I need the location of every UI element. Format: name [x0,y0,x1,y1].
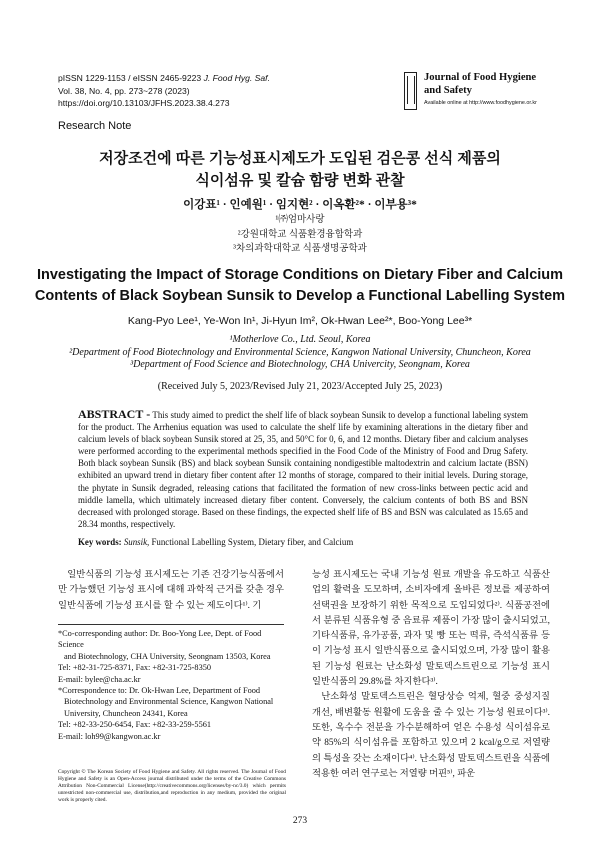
copyright-notice: Copyright © The Korean Society of Food Hygiene and Safety. All rights reserved. The Journal of Food Hygiene and Safety is an Open-Access journal distributed under the terms of the Creative Commons Attribution Non-Commercial License(http://creativecommons.org/licenses/by-nc/3.0) which permits unrestricted non-commercial use, distribution,and reproduction in any medium, provided the original work is properly cited. [58,769,286,804]
volume-line: Vol. 38, No. 4, pp. 273~278 (2023) [58,85,190,96]
corresponding-author-1 [58,628,288,685]
corr2-line: Tel: +82-33-250-6454, Fax: +82-33-259-5561 [58,720,212,730]
doi-link[interactable]: https://doi.org/10.13103/JFHS.2023.38.4.273 [58,98,230,108]
english-affiliation-3: ³Department of Food Science and Biotechnology, CHA Univercity, Seongnam, Korea [130,359,470,370]
abstract-heading: ABSTRACT - [78,407,151,421]
english-title-line2: Contents of Black Soybean Sunsik to Develop a Functional Labelling System [34,288,566,304]
body-right-paragraph-2: 난소화성 말토덱스트린은 혈당상승 억제, 혈중 중성지질 개선, 배변활동 원활에 도움을 줄 수 있는 기능성 원료이다³⁾. 또한, 옥수수 전분을 가수분해하여 얻은 수용성 식이섬유로 약 85%의 식이섬유를 포함하고 있으며 2 kcal/g으로 저열량의 특성을 갖는 소재이다⁴⁾. 난소화성 말토덱스트린을 식품에 적용한 여러 연구로는 저열량 머핀⁵⁾, 파운 [312,692,550,779]
keywords-heading: Key words: [78,537,122,547]
body-right-paragraph-1: 능성 표시제도는 국내 기능성 원료 개발을 유도하고 식품산업의 활력을 도모하며, 소비자에게 올바른 정보를 제공하여 선택권을 보장하기 위한 목적으로 도입되었다²⁾. 식품공전에서 분류된 식품유형 중 음료류 제품이 가장 많이 출시되었고, 기타식품류, 유가공품, 과자 및 빵 또는 떡류, 즉석식품류 등이 기능성 표시 일반식품으로 출시되었으며, 가장 많이 활용된 기능성 원료는 난소화성 말토덱스트린으로 기능성 표시 일반식품의 29.8%를 차지한다³⁾. [312,570,550,688]
page-number: 273 [292,816,308,826]
english-title [30,265,570,307]
received-dates: (Received July 5, 2023/Revised July 21, 2023/Accepted July 25, 2023) [157,381,443,392]
corr1-line: *Co-corresponding author: Dr. Boo-Yong Lee, Dept. of Food Science [58,629,262,650]
english-title-line1: Investigating the Impact of Storage Conditions on Dietary Fiber and Calcium [36,267,564,283]
logo-url[interactable]: Available online at http://www.foodhygiene.or.kr [424,100,537,106]
abstract [78,408,528,530]
body-left-paragraph: 일반식품의 기능성 표시제도는 기존 건강기능식품에서만 가능했던 기능성 표시에 대해 과학적 근거를 갖춘 경우 일반식품에 기능성 표시를 할 수 있는 제도이다¹⁾. 기 [58,570,284,611]
keywords-rest: , Functional Labelling System, Dietary fiber, and Calcium [147,537,354,547]
article-type: Research Note [58,120,132,132]
journal-logo [404,70,554,114]
issn: pISSN 1229-1153 / eISSN 2465-9223 [58,73,202,83]
korean-authors: 이강표¹ · 인예원¹ · 임지현² · 이옥환²* · 이부용³* [183,199,417,211]
korean-affiliation-3: ³차의과학대학교 식품생명공학과 [233,244,367,254]
footnote-divider [58,624,284,625]
corresponding-author-2 [58,685,288,742]
english-affiliation-2: ²Department of Food Biotechnology and Environmental Science, Kangwon National University, Chuncheon, Korea [69,346,531,358]
corr2-email[interactable]: E-mail: loh99@kangwon.ac.kr [58,731,161,741]
corr1-line: and Biotechnology, CHA University, Seongnam 13503, Korea [64,651,271,661]
korean-affiliation-1: ¹㈜엄마사랑 [275,215,325,225]
english-authors: Kang-Pyo Lee¹, Ye-Won In¹, Ji-Hyun Im², Ok-Hwan Lee²*, Boo-Yong Lee³* [127,315,473,327]
journal-header [58,72,270,110]
keyword-first: Sunsik [123,537,148,547]
corr2-line: Biotechnology and Environmental Science, Kangwon National [64,697,274,707]
abstract-text: This study aimed to predict the shelf life of black soybean Sunsik to develop a functional labeling system for the product. The Arrhenius equation was used to calculate the shelf life by examining alterations in the dietary fiber and calcium levels of black soybean Sunsik stored at 25, 35, and 50°C for 0, 6, and 12 months. Dietary fiber and calcium analyses were performed according to the experimental methods specified in the Food Code of the Ministry of Food and Drug Safety. Both black soybean Sunsik (BS) and black soybean Sunsik containing nondigestible maltodextrin and calcium lactate (BSN) exhibited an upward trend in dietary fiber content after 12 months of storage, compared to their initial levels. During storage, the phytate in Sunsik degraded, releasing cations that facilitated the formation of new cross-links between pectic acid and middle lamella, which ultimately increased dietary fiber content. Conversely, the calcium contents of both BS and BSN decreased with prolonged storage. Based on these findings, the expected shelf life of BS and BSN was calculated as 15.65 and 28.34 months, respectively. [78,410,528,529]
english-affiliations [30,334,570,372]
english-affiliation-1: ¹Motherlove Co., Ltd. Seoul, Korea [229,334,371,345]
korean-title-line1: 저장조건에 따른 기능성표시제도가 도입된 검은콩 선식 제품의 [99,150,501,167]
corr2-line: University, Chuncheon 24341, Korea [64,708,188,718]
journal-logo-icon [404,72,417,110]
korean-title [40,148,560,192]
keywords [78,537,528,547]
corr2-line: *Correspondence to: Dr. Ok-Hwan Lee, Department of Food [58,686,261,695]
korean-affiliation-2: ²강원대학교 식품환경융합학과 [237,230,363,240]
journal-abbrev: J. Food Hyg. Saf. [203,73,270,83]
body-right-column [312,568,550,782]
corr1-email[interactable]: E-mail: bylee@cha.ac.kr [58,674,141,684]
logo-line1: Journal of Food Hygiene [424,72,537,83]
logo-line2: and Safety [424,85,472,96]
corr1-line: Tel: +82-31-725-8371, Fax: +82-31-725-8350 [58,663,212,673]
korean-title-line2: 식이섬유 및 칼슘 함량 변화 관찰 [195,172,405,189]
